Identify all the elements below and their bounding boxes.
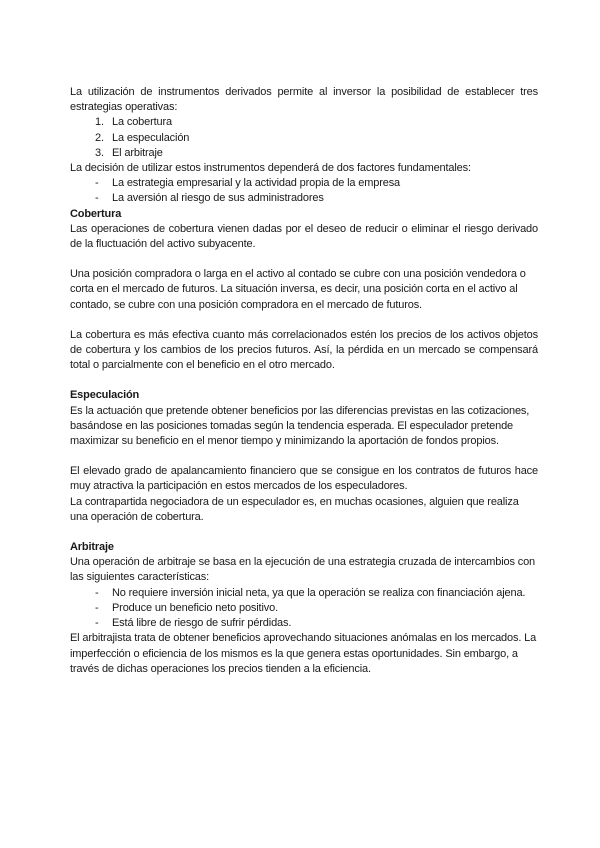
- dash-marker: -: [95, 586, 99, 599]
- strategy-item-label: El arbitraje: [112, 146, 163, 159]
- cobertura-paragraph-1: Las operaciones de cobertura vienen dadas por el deseo de reducir o eliminar el riesgo derivado de la fluctuación del activo subyacente.: [70, 222, 538, 251]
- caracteristica-item-label: No requiere inversión inicial neta, ya que la operación se realiza con financiación ajena.: [112, 586, 526, 599]
- arbitraje-paragraph-2: El arbitrajista trata de obtener beneficios aprovechando situaciones anómalas en los mercados. La imperfección o eficiencia de los mismos es la que genera estas oportunidades. Sin embargo, a través de dichas operaciones los precios tienden a la eficiencia.: [70, 632, 537, 675]
- strategy-item-2: [70, 131, 538, 146]
- strategy-item-3: [70, 146, 538, 161]
- especulacion-paragraph-1: Es la actuación que pretende obtener beneficios por las diferencias previstas en las cotizaciones, basándose en las posiciones tomadas según la tendencia esperada. El especulador pretende maximizar su beneficio en el menor tiempo y minimizando la aportación de fondos propios.: [70, 404, 530, 448]
- decision-paragraph: La decisión de utilizar estos instrumentos dependerá de dos factores fundamentales:: [70, 162, 471, 175]
- dash-marker: -: [95, 177, 99, 190]
- caracteristica-item-3: [70, 616, 538, 631]
- factor-item-label: La aversión al riesgo de sus administradores: [112, 192, 324, 205]
- strategy-item-label: La cobertura: [112, 116, 172, 129]
- caracteristica-item-label: Está libre de riesgo de sufrir pérdidas.: [112, 617, 292, 630]
- caracteristica-item-label: Produce un beneficio neto positivo.: [112, 601, 278, 614]
- cobertura-paragraph-2: Una posición compradora o larga en el activo al contado se cubre con una posición vendedora o corta en el mercado de futuros. La situación inversa, es decir, una posición corta en el activo al contado, se cubre con una posición compradora en el mercado de futuros.: [70, 268, 526, 311]
- list-number: 1.: [95, 116, 104, 129]
- list-number: 2.: [95, 131, 104, 144]
- dash-marker: -: [95, 617, 99, 630]
- cobertura-heading: Cobertura: [70, 207, 122, 220]
- especulacion-paragraph-3: La contrapartida negociadora de un especulador es, en muchas ocasiones, alguien que realiza una operación de cobertura.: [70, 495, 519, 523]
- strategy-item-label: La especulación: [112, 131, 190, 144]
- especulacion-heading: Especulación: [70, 389, 140, 402]
- strategy-item-1: [70, 115, 538, 130]
- strategies-list: [70, 115, 538, 161]
- dash-marker: -: [95, 601, 99, 614]
- arbitraje-paragraph-1: Una operación de arbitraje se basa en la ejecución de una estrategia cruzada de intercambios con las siguientes características:: [70, 556, 536, 584]
- factors-list: [70, 176, 538, 206]
- especulacion-paragraph-2: El elevado grado de apalancamiento financiero que se consigue en los contratos de futuros hace muy atractiva la participación en estos mercados de los especuladores.: [70, 465, 538, 493]
- factor-item-2: [70, 191, 538, 206]
- intro-paragraph: La utilización de instrumentos derivados permite al inversor la posibilidad de establecer tres estrategias operativas:: [70, 86, 538, 114]
- cobertura-paragraph-3: La cobertura es más efectiva cuanto más correlacionados estén los precios de los activos objetos de cobertura y los cambios de los precios futuros. Así, la pérdida en un mercado se compensará total o parcialmente con el beneficio en el otro mercado.: [70, 328, 538, 372]
- document-content: [70, 85, 538, 677]
- caracteristica-item-1: [70, 586, 538, 601]
- factor-item-1: [70, 176, 538, 191]
- dash-marker: -: [95, 192, 99, 205]
- arbitraje-heading: Arbitraje: [70, 541, 114, 554]
- caracteristica-item-2: [70, 601, 538, 616]
- caracteristicas-list: [70, 586, 538, 632]
- list-number: 3.: [95, 146, 104, 159]
- factor-item-label: La estrategia empresarial y la actividad propia de la empresa: [112, 177, 401, 190]
